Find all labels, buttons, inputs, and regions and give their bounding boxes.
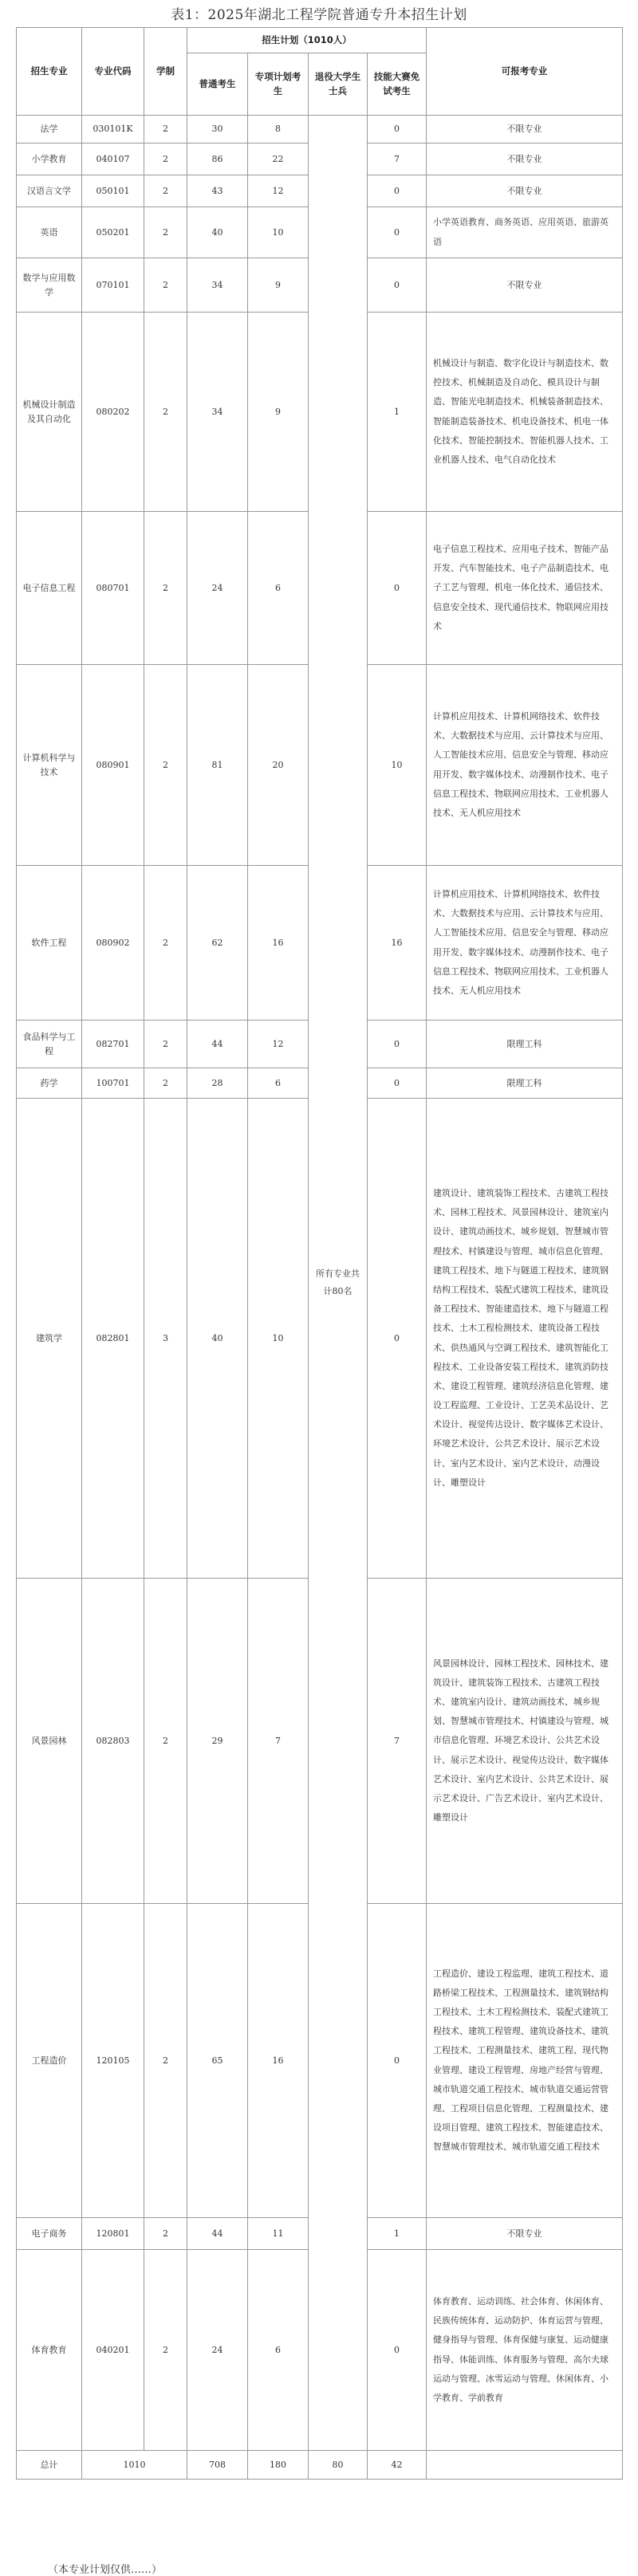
cell-major: 体育教育: [17, 2250, 82, 2451]
cell-code: 070101: [82, 258, 144, 313]
cell-years: 2: [144, 116, 187, 144]
cell-regular: 28: [187, 1068, 248, 1099]
cell-special: 7: [248, 1579, 309, 1904]
cell-years: 2: [144, 512, 187, 665]
cell-code: 050201: [82, 207, 144, 258]
cell-code: 100701: [82, 1068, 144, 1099]
cell-code: 080901: [82, 665, 144, 866]
cell-years: 2: [144, 144, 187, 175]
total-plan-count: 1010: [82, 2451, 187, 2480]
total-label: 总计: [17, 2451, 82, 2480]
cell-major: 计算机科学与技术: [17, 665, 82, 866]
cell-special: 16: [248, 866, 309, 1021]
cell-special: 6: [248, 1068, 309, 1099]
total-regular: 708: [187, 2451, 248, 2480]
cell-code: 080701: [82, 512, 144, 665]
footnote: （本专业计划仅供……）: [48, 2564, 163, 2576]
cell-skills: 16: [368, 866, 427, 1021]
total-eligible: [427, 2451, 623, 2480]
cell-skills: 10: [368, 665, 427, 866]
cell-eligible: 不限专业: [427, 144, 623, 175]
cell-eligible: 工程造价、建设工程监理、建筑工程技术、道路桥梁工程技术、工程测量技术、建筑钢结构工程技术、土木工程检测技术、装配式建筑工程技术、建筑工程管理、建筑设备技术、建筑工程技术、工程测量技术、建筑工程、现代物业管理、建设工程管理、房地产经营与管理、城市轨道交通工程技术、城市轨道交通运营管理、工程项目信息化管理、工程测量技术、建设项目管理、建筑工程技术、智能建造技术、智慧城市管理技术、城市轨道交通工程技术: [427, 1904, 623, 2218]
cell-special: 12: [248, 175, 309, 207]
cell-regular: 40: [187, 207, 248, 258]
cell-special: 22: [248, 144, 309, 175]
cell-eligible: 机械设计与制造、数字化设计与制造技术、数控技术、机械制造及自动化、模具设计与制造、智能光电制造技术、机械装备制造技术、智能制造装备技术、机电设备技术、机电一体化技术、智能控制技术、智能机器人技术、工业机器人技术、电气自动化技术: [427, 313, 623, 512]
header-code: 专业代码: [82, 28, 144, 116]
cell-special: 6: [248, 512, 309, 665]
total-special: 180: [248, 2451, 309, 2480]
cell-major: 机械设计制造及其自动化: [17, 313, 82, 512]
cell-regular: 29: [187, 1579, 248, 1904]
cell-major: 食品科学与工程: [17, 1021, 82, 1068]
cell-major: 小学教育: [17, 144, 82, 175]
cell-years: 2: [144, 1068, 187, 1099]
cell-regular: 86: [187, 144, 248, 175]
header-major: 招生专业: [17, 28, 82, 116]
cell-skills: 7: [368, 144, 427, 175]
cell-skills: 7: [368, 1579, 427, 1904]
cell-eligible: 小学英语教育、商务英语、应用英语、旅游英语: [427, 207, 623, 258]
cell-years: 2: [144, 665, 187, 866]
cell-skills: 0: [368, 207, 427, 258]
cell-skills: 0: [368, 116, 427, 144]
cell-special: 11: [248, 2218, 309, 2250]
cell-special: 10: [248, 207, 309, 258]
cell-regular: 65: [187, 1904, 248, 2218]
cell-years: 2: [144, 1021, 187, 1068]
cell-eligible: 体育教育、运动训练、社会体育、休闲体育、民族传统体育、运动防护、体育运营与管理、健身指导与管理、体育保健与康复、运动健康指导、体能训练、体育服务与管理、高尔夫球运动与管理、冰雪运动与管理、休闲体育、小学教育、学前教育: [427, 2250, 623, 2451]
cell-eligible: 不限专业: [427, 2218, 623, 2250]
cell-eligible: 电子信息工程技术、应用电子技术、智能产品开发、汽车智能技术、电子产品制造技术、电子工艺与管理、机电一体化技术、通信技术、信息安全技术、现代通信技术、物联网应用技术: [427, 512, 623, 665]
cell-special: 9: [248, 258, 309, 313]
cell-skills: 0: [368, 512, 427, 665]
cell-regular: 44: [187, 2218, 248, 2250]
cell-special: 9: [248, 313, 309, 512]
cell-regular: 40: [187, 1099, 248, 1579]
cell-skills: 0: [368, 2250, 427, 2451]
cell-years: 2: [144, 313, 187, 512]
cell-code: 120105: [82, 1904, 144, 2218]
cell-eligible: 不限专业: [427, 116, 623, 144]
cell-eligible: 不限专业: [427, 175, 623, 207]
cell-code: 030101K: [82, 116, 144, 144]
cell-eligible: 限理工科: [427, 1021, 623, 1068]
cell-regular: 24: [187, 2250, 248, 2451]
cell-skills: 0: [368, 1021, 427, 1068]
cell-major: 汉语言文学: [17, 175, 82, 207]
cell-skills: 1: [368, 2218, 427, 2250]
cell-code: 050101: [82, 175, 144, 207]
cell-major: 英语: [17, 207, 82, 258]
cell-code: 082803: [82, 1579, 144, 1904]
total-row: [17, 2451, 623, 2480]
cell-eligible: 建筑设计、建筑装饰工程技术、古建筑工程技术、园林工程技术、风景园林设计、建筑室内设计、建筑动画技术、城乡规划、智慧城市管理技术、村镇建设与管理、城市信息化管理、建筑工程技术、地下与隧道工程技术、建筑钢结构工程技术、装配式建筑工程技术、建筑设备工程技术、智能建造技术、地下与隧道工程技术、土木工程检测技术、建筑设备工程技术、供热通风与空调工程技术、建筑智能化工程技术、工业设备安装工程技术、建筑消防技术、建设工程管理、建筑经济信息化管理、建设工程监理、工业设计、工艺美术品设计、艺术设计、视觉传达设计、数字媒体艺术设计、环境艺术设计、公共艺术设计、展示艺术设计、室内艺术设计、室内艺术设计、动漫设计、雕塑设计: [427, 1099, 623, 1579]
cell-eligible: 计算机应用技术、计算机网络技术、软件技术、大数据技术与应用、云计算技术与应用、人工智能技术应用、信息安全与管理、移动应用开发、数字媒体技术、动漫制作技术、电子信息工程技术、物联网应用技术、工业机器人技术、无人机应用技术: [427, 866, 623, 1021]
cell-regular: 24: [187, 512, 248, 665]
cell-eligible: 不限专业: [427, 258, 623, 313]
cell-years: 3: [144, 1099, 187, 1579]
cell-regular: 81: [187, 665, 248, 866]
cell-skills: 0: [368, 258, 427, 313]
header-skills: 技能大赛免试考生: [368, 53, 427, 116]
cell-major: 药学: [17, 1068, 82, 1099]
cell-skills: 1: [368, 313, 427, 512]
cell-skills: 0: [368, 1068, 427, 1099]
cell-special: 10: [248, 1099, 309, 1579]
cell-code: 082701: [82, 1021, 144, 1068]
cell-years: 2: [144, 2250, 187, 2451]
cell-regular: 30: [187, 116, 248, 144]
cell-major: 软件工程: [17, 866, 82, 1021]
page-title: 表1：2025年湖北工程学院普通专升本招生计划: [171, 7, 467, 23]
cell-soldier-merged: 所有专业共计80名: [309, 116, 368, 2451]
header-regular: 普通考生: [187, 53, 248, 116]
cell-regular: 62: [187, 866, 248, 1021]
cell-special: 16: [248, 1904, 309, 2218]
cell-major: 法学: [17, 116, 82, 144]
cell-special: 20: [248, 665, 309, 866]
cell-eligible: 风景园林设计、园林工程技术、园林技术、建筑设计、建筑装饰工程技术、古建筑工程技术、建筑室内设计、建筑动画技术、城乡规划、智慧城市管理技术、村镇建设与管理、城市信息化管理、环境艺术设计、公共艺术设计、展示艺术设计、视觉传达设计、数字媒体艺术设计、室内艺术设计、公共艺术设计、展示艺术设计、广告艺术设计、室内艺术设计、雕塑设计: [427, 1579, 623, 1904]
cell-years: 2: [144, 2218, 187, 2250]
cell-regular: 34: [187, 313, 248, 512]
cell-regular: 34: [187, 258, 248, 313]
cell-major: 建筑学: [17, 1099, 82, 1579]
cell-code: 080202: [82, 313, 144, 512]
total-soldier: 80: [309, 2451, 368, 2480]
cell-major: 电子信息工程: [17, 512, 82, 665]
cell-skills: 0: [368, 175, 427, 207]
cell-years: 2: [144, 1904, 187, 2218]
cell-years: 2: [144, 866, 187, 1021]
cell-years: 2: [144, 1579, 187, 1904]
cell-years: 2: [144, 175, 187, 207]
cell-code: 040107: [82, 144, 144, 175]
cell-years: 2: [144, 258, 187, 313]
cell-special: 6: [248, 2250, 309, 2451]
cell-major: 电子商务: [17, 2218, 82, 2250]
table-row: [17, 116, 623, 144]
cell-code: 080902: [82, 866, 144, 1021]
cell-skills: 0: [368, 1099, 427, 1579]
cell-years: 2: [144, 207, 187, 258]
cell-major: 工程造价: [17, 1904, 82, 2218]
cell-eligible: 计算机应用技术、计算机网络技术、软件技术、大数据技术与应用、云计算技术与应用、人工智能技术应用、信息安全与管理、移动应用开发、数字媒体技术、动漫制作技术、电子信息工程技术、物联网应用技术、工业机器人技术、无人机应用技术: [427, 665, 623, 866]
header-plan-group: 招生计划（1010人）: [187, 28, 427, 53]
cell-code: 120801: [82, 2218, 144, 2250]
header-eligible: 可报考专业: [427, 28, 623, 116]
cell-code: 040201: [82, 2250, 144, 2451]
header-special: 专项计划考生: [248, 53, 309, 116]
header-years: 学制: [144, 28, 187, 116]
cell-special: 12: [248, 1021, 309, 1068]
cell-eligible: 限理工科: [427, 1068, 623, 1099]
cell-major: 数学与应用数学: [17, 258, 82, 313]
cell-major: 风景园林: [17, 1579, 82, 1904]
admission-plan-table: [16, 27, 623, 2480]
header-soldier: 退役大学生士兵: [309, 53, 368, 116]
total-skills: 42: [368, 2451, 427, 2480]
cell-code: 082801: [82, 1099, 144, 1579]
cell-special: 8: [248, 116, 309, 144]
cell-regular: 43: [187, 175, 248, 207]
cell-regular: 44: [187, 1021, 248, 1068]
cell-skills: 0: [368, 1904, 427, 2218]
